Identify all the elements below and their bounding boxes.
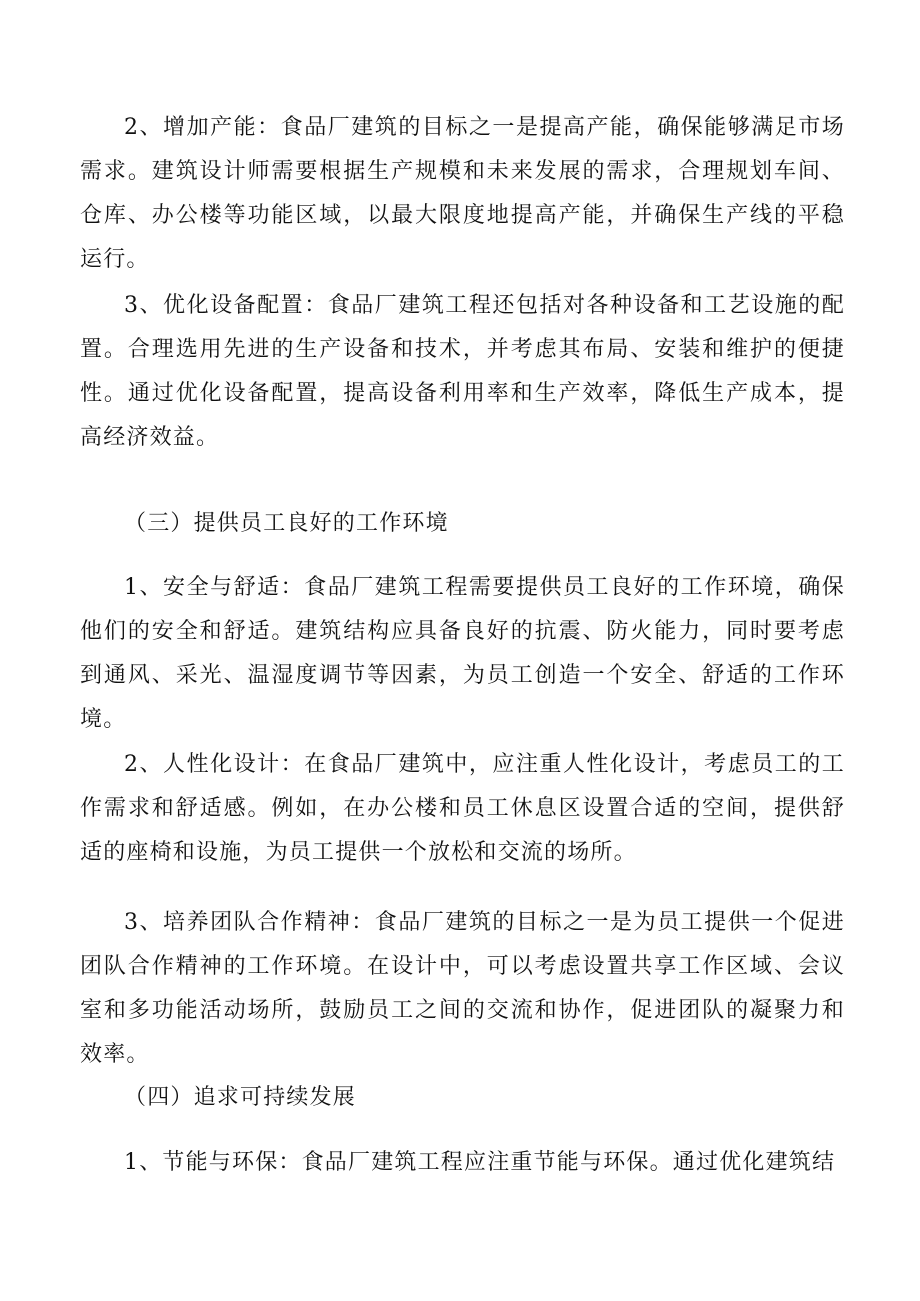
paragraph-optimize-equipment: 3、优化设备配置：食品厂建筑工程还包括对各种设备和工艺设施的配置。合理选用先进的生产设备和技术，并考虑其布局、安装和维护的便捷性。通过优化设备配置，提高设备利用率和生产效率，降低生产成本，提高经济效益。 xyxy=(80,293,845,450)
paragraph-humanized-design: 2、人性化设计：在食品厂建筑中，应注重人性化设计，考虑员工的工作需求和舒适感。例如，在办公楼和员工休息区设置合适的空间，提供舒适的座椅和设施，为员工提供一个放松和交流的场所。 xyxy=(80,752,845,865)
paragraph-increase-capacity: 2、增加产能：食品厂建筑的目标之一是提高产能，确保能够满足市场需求。建筑设计师需要根据生产规模和未来发展的需求，合理规划车间、仓库、办公楼等功能区域，以最大限度地提高产能，并确保生产线的平稳运行。 xyxy=(80,115,845,272)
paragraph-safety-comfort: 1、安全与舒适：食品厂建筑工程需要提供员工良好的工作环境，确保他们的安全和舒适。建筑结构应具备良好的抗震、防火能力，同时要考虑到通风、采光、温湿度调节等因素，为员工创造一个安全、舒适的工作环境。 xyxy=(80,575,845,732)
section-heading-sustainability: （四）追求可持续发展 xyxy=(124,1085,357,1110)
paragraph-teamwork: 3、培养团队合作精神：食品厂建筑的目标之一是为员工提供一个促进团队合作精神的工作环境。在设计中，可以考虑设置共享工作区域、会议室和多功能活动场所，鼓励员工之间的交流和协作，促进团队的凝聚力和效率。 xyxy=(80,910,845,1067)
section-heading-work-environment: （三）提供员工良好的工作环境 xyxy=(124,511,449,536)
paragraph-energy-saving: 1、节能与环保：食品厂建筑工程应注重节能与环保。通过优化建筑结 xyxy=(124,1150,836,1175)
